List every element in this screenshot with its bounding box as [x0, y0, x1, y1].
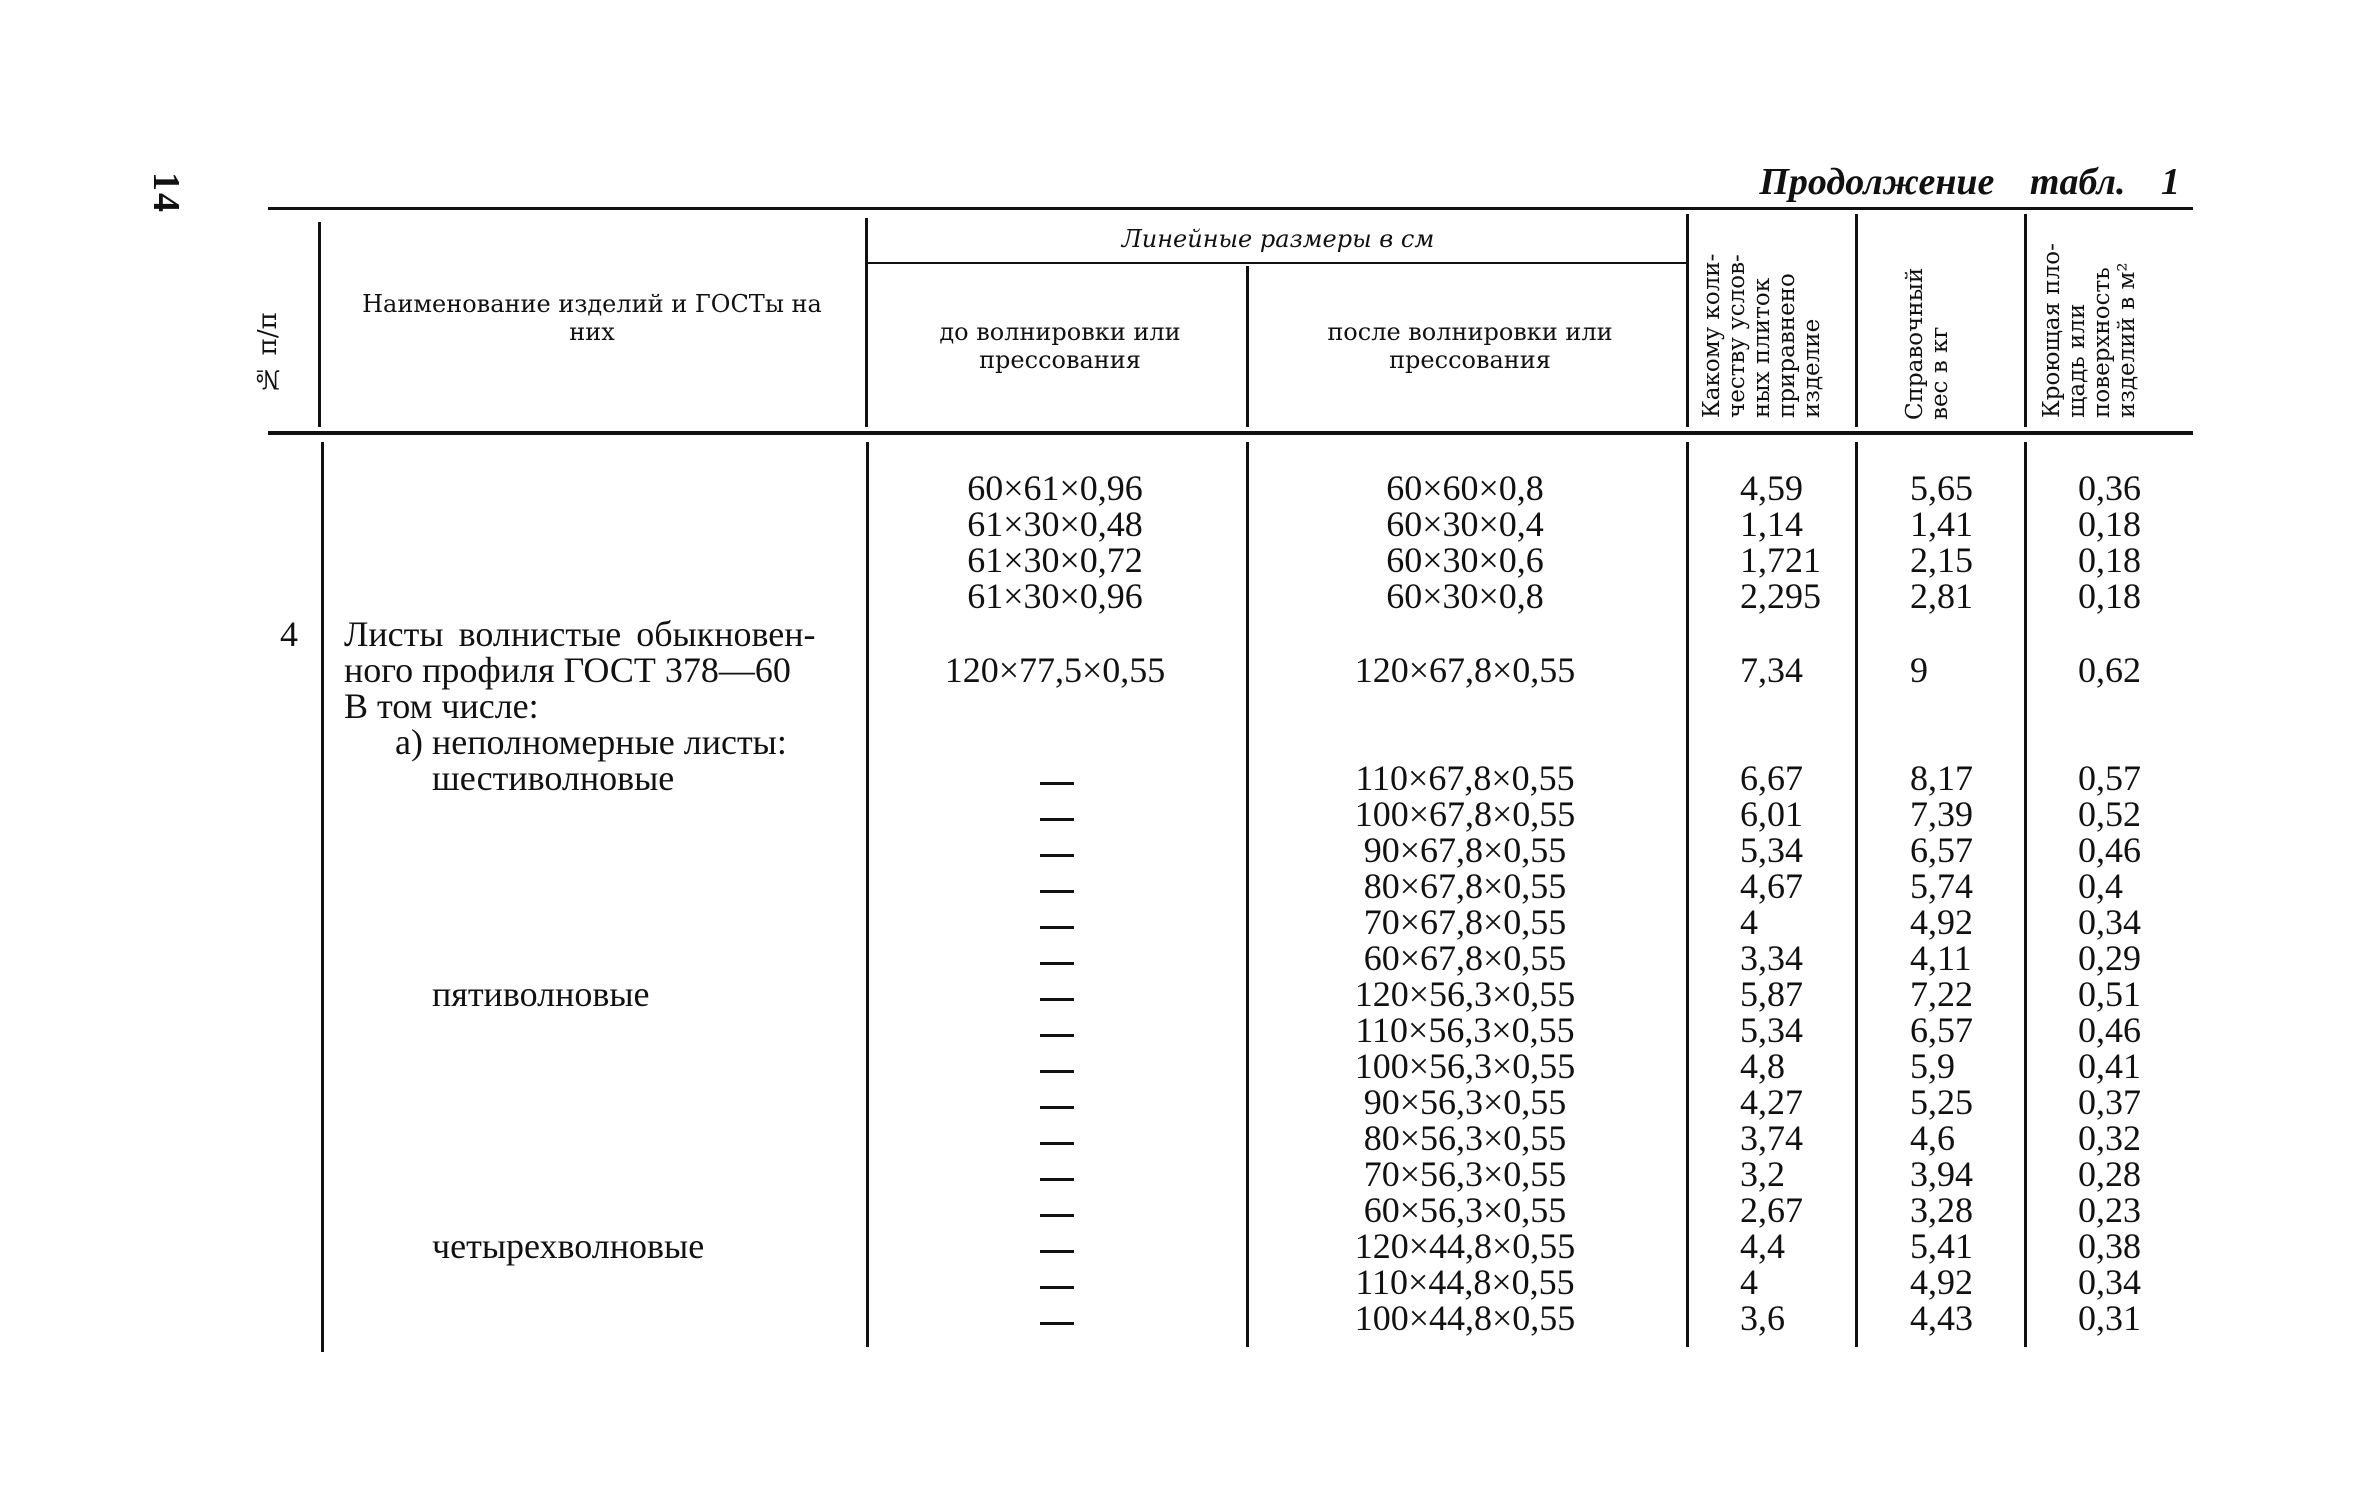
- cell-tiles: 3,2: [1740, 1154, 1785, 1194]
- header-divider: [1246, 266, 1249, 427]
- cell-tiles: 2,67: [1740, 1190, 1803, 1230]
- cell-after: 120×67,8×0,55: [1354, 650, 1576, 690]
- dash-mark: [1040, 782, 1074, 785]
- cell-tiles: 1,721: [1740, 540, 1821, 580]
- dash-mark: [1040, 1034, 1074, 1037]
- cell-area: 0,18: [2078, 504, 2141, 544]
- cell-weight: 4,11: [1910, 938, 1972, 978]
- cell-tiles: 4: [1740, 902, 1758, 942]
- cell-area: 0,36: [2078, 468, 2141, 508]
- dash-mark: [1040, 998, 1074, 1001]
- cell-area: 0,38: [2078, 1226, 2141, 1266]
- cell-weight: 3,28: [1910, 1190, 1973, 1230]
- cell-tiles: 4,67: [1740, 866, 1803, 906]
- cell-tiles: 4,8: [1740, 1046, 1785, 1086]
- cell-weight: 1,41: [1910, 504, 1973, 544]
- dims-group-rule: [868, 262, 1688, 264]
- header-divider: [1855, 214, 1858, 427]
- cell-area: 0,46: [2078, 1010, 2141, 1050]
- item-sub-a: а) неполномерные листы:: [395, 722, 787, 762]
- cell-after: 110×56,3×0,55: [1355, 1010, 1575, 1050]
- dash-mark: [1040, 1286, 1074, 1289]
- cell-area: 0,4: [2078, 866, 2123, 906]
- item-in-total: В том числе:: [344, 686, 539, 726]
- body-divider: [1686, 442, 1689, 1347]
- cell-weight: 6,57: [1910, 830, 1973, 870]
- cell-after: 60×30×0,4: [1386, 504, 1544, 544]
- cell-after: 120×44,8×0,55: [1354, 1226, 1576, 1266]
- cell-after: 70×56,3×0,55: [1363, 1154, 1567, 1194]
- dash-mark: [1040, 854, 1074, 857]
- cell-before: 61×30×0,96: [967, 576, 1143, 616]
- cell-tiles: 4: [1740, 1262, 1758, 1302]
- cell-area: 0,32: [2078, 1118, 2141, 1158]
- dash-mark: [1040, 1178, 1074, 1181]
- cell-area: 0,29: [2078, 938, 2141, 978]
- cell-after: 100×67,8×0,55: [1354, 794, 1576, 834]
- body-divider: [2024, 442, 2027, 1347]
- cell-tiles: 4,27: [1740, 1082, 1803, 1122]
- cell-weight: 4,92: [1910, 1262, 1973, 1302]
- cell-after: 80×56,3×0,55: [1363, 1118, 1567, 1158]
- page-number: 14: [145, 172, 187, 214]
- cell-before: 61×30×0,72: [967, 540, 1143, 580]
- cell-area: 0,62: [2078, 650, 2141, 690]
- body-divider: [866, 442, 869, 1347]
- cell-tiles: 3,74: [1740, 1118, 1803, 1158]
- cell-weight: 4,6: [1910, 1118, 1955, 1158]
- cell-after: 70×67,8×0,55: [1363, 902, 1567, 942]
- cell-area: 0,34: [2078, 902, 2141, 942]
- item-name-line2: ного профиля ГОСТ 378—60: [344, 650, 791, 690]
- header-number: № п/п: [253, 312, 283, 394]
- cell-area: 0,52: [2078, 794, 2141, 834]
- header-bottom-rule: [268, 431, 2193, 435]
- item-name-line1: Листы волнистые обыкновен-: [344, 614, 816, 654]
- cell-tiles: 6,67: [1740, 758, 1803, 798]
- cell-before: 61×30×0,48: [967, 504, 1143, 544]
- dash-mark: [1040, 890, 1074, 893]
- item-number: 4: [280, 614, 298, 654]
- dash-mark: [1040, 962, 1074, 965]
- cell-weight: 4,43: [1910, 1298, 1973, 1338]
- header-tiles: Какому коли- честву услов- ных плиток приравнено изделие: [1699, 253, 1825, 418]
- cell-tiles: 3,6: [1740, 1298, 1785, 1338]
- cell-area: 0,46: [2078, 830, 2141, 870]
- cell-weight: 5,74: [1910, 866, 1973, 906]
- cell-weight: 5,41: [1910, 1226, 1973, 1266]
- cell-area: 0,18: [2078, 576, 2141, 616]
- cell-before: 120×77,5×0,55: [944, 650, 1166, 690]
- dash-mark: [1040, 1142, 1074, 1145]
- header-after: после волнировки или прессования: [1327, 318, 1613, 374]
- cell-after: 90×67,8×0,55: [1363, 830, 1567, 870]
- cell-after: 60×60×0,8: [1386, 468, 1544, 508]
- group-four-wave: четырехволновые: [432, 1226, 705, 1266]
- cell-weight: 3,94: [1910, 1154, 1973, 1194]
- group-five-wave: пятиволновые: [432, 974, 650, 1014]
- cell-after: 110×67,8×0,55: [1355, 758, 1575, 798]
- header-weight: Справочный вес в кг: [1902, 267, 1953, 420]
- cell-after: 100×56,3×0,55: [1354, 1046, 1576, 1086]
- cell-after: 120×56,3×0,55: [1354, 974, 1576, 1014]
- dash-mark: [1040, 1322, 1074, 1325]
- cell-weight: 4,92: [1910, 902, 1973, 942]
- cell-weight: 7,22: [1910, 974, 1973, 1014]
- cell-tiles: 4,59: [1740, 468, 1803, 508]
- cell-area: 0,51: [2078, 974, 2141, 1014]
- dash-mark: [1040, 1106, 1074, 1109]
- cell-tiles: 5,34: [1740, 830, 1803, 870]
- dash-mark: [1040, 1070, 1074, 1073]
- cell-before: 60×61×0,96: [967, 468, 1143, 508]
- cell-after: 60×30×0,6: [1386, 540, 1544, 580]
- header-name: Наименование изделий и ГОСТы на них: [362, 290, 822, 346]
- cell-tiles: 4,4: [1740, 1226, 1785, 1266]
- cell-after: 110×44,8×0,55: [1355, 1262, 1575, 1302]
- cell-tiles: 1,14: [1740, 504, 1803, 544]
- cell-area: 0,31: [2078, 1298, 2141, 1338]
- group-six-wave: шестиволновые: [432, 758, 675, 798]
- cell-area: 0,41: [2078, 1046, 2141, 1086]
- table-top-rule: [268, 207, 2193, 210]
- cell-area: 0,34: [2078, 1262, 2141, 1302]
- cell-weight: 8,17: [1910, 758, 1973, 798]
- body-divider: [1246, 442, 1249, 1347]
- cell-area: 0,37: [2078, 1082, 2141, 1122]
- cell-tiles: 3,34: [1740, 938, 1803, 978]
- dash-mark: [1040, 1214, 1074, 1217]
- cell-after: 100×44,8×0,55: [1354, 1298, 1576, 1338]
- cell-tiles: 5,34: [1740, 1010, 1803, 1050]
- cell-area: 0,23: [2078, 1190, 2141, 1230]
- dash-mark: [1040, 926, 1074, 929]
- header-area: Кроющая пло- щадь или поверхность изделий в м²: [2039, 243, 2140, 418]
- cell-after: 60×67,8×0,55: [1363, 938, 1567, 978]
- cell-tiles: 6,01: [1740, 794, 1803, 834]
- cell-weight: 5,9: [1910, 1046, 1955, 1086]
- cell-area: 0,57: [2078, 758, 2141, 798]
- cell-after: 80×67,8×0,55: [1363, 866, 1567, 906]
- cell-weight: 7,39: [1910, 794, 1973, 834]
- table-caption: Продолжение табл. 1: [1759, 161, 2180, 203]
- cell-area: 0,18: [2078, 540, 2141, 580]
- cell-weight: 6,57: [1910, 1010, 1973, 1050]
- cell-after: 60×56,3×0,55: [1363, 1190, 1567, 1230]
- cell-after: 90×56,3×0,55: [1363, 1082, 1567, 1122]
- cell-tiles: 7,34: [1740, 650, 1803, 690]
- cell-weight: 5,25: [1910, 1082, 1973, 1122]
- dash-mark: [1040, 1250, 1074, 1253]
- cell-weight: 5,65: [1910, 468, 1973, 508]
- cell-tiles: 2,295: [1740, 576, 1821, 616]
- dash-mark: [1040, 818, 1074, 821]
- cell-area: 0,28: [2078, 1154, 2141, 1194]
- cell-tiles: 5,87: [1740, 974, 1803, 1014]
- body-divider: [321, 442, 324, 1352]
- header-divider: [2024, 214, 2027, 427]
- header-before: до волнировки или прессования: [939, 318, 1181, 374]
- cell-weight: 9: [1910, 650, 1928, 690]
- cell-after: 60×30×0,8: [1386, 576, 1544, 616]
- cell-weight: 2,81: [1910, 576, 1973, 616]
- cell-weight: 2,15: [1910, 540, 1973, 580]
- header-divider: [318, 222, 321, 427]
- header-dims-group: Линейные размеры в см: [1121, 225, 1435, 253]
